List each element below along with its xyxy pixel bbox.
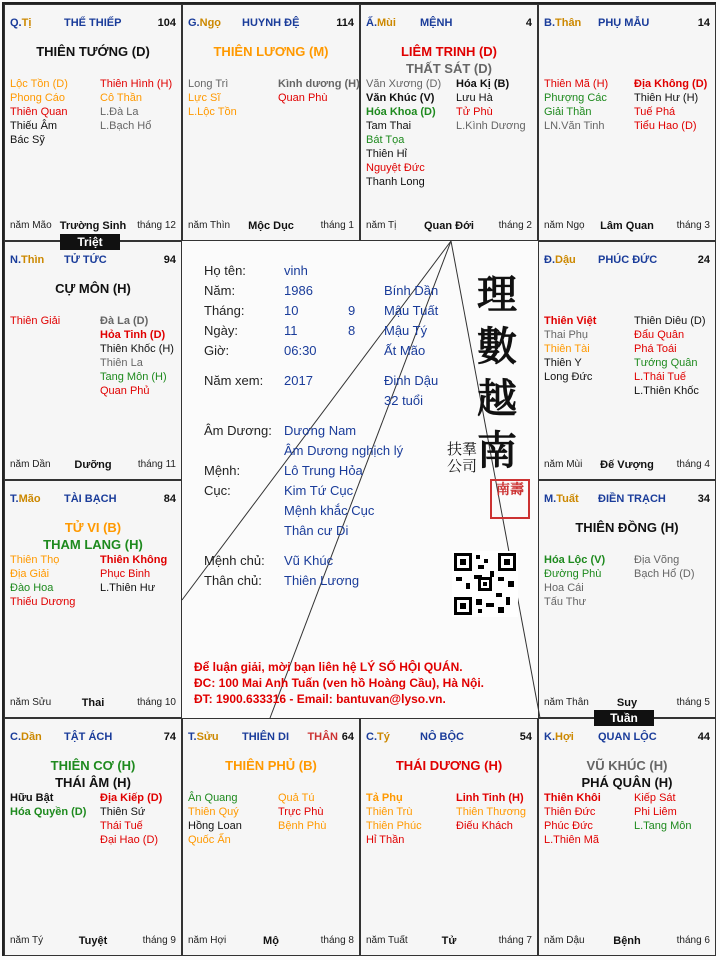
- name-value: vinh: [284, 263, 308, 278]
- main-star: THAM LANG (H): [43, 537, 143, 552]
- palace-month: tháng 6: [676, 935, 710, 946]
- palace-can: N.: [10, 254, 21, 266]
- palace-stage: Mộc Dục: [248, 220, 294, 232]
- palace-stage: Dưỡng: [74, 459, 112, 471]
- minor-star: LN.Văn Tinh: [544, 120, 605, 132]
- palace-chi: Sửu: [196, 731, 219, 743]
- minor-star: Thiếu Dương: [10, 596, 76, 608]
- palace-can: G.: [188, 17, 200, 29]
- palace-month: tháng 12: [137, 220, 176, 231]
- cuc-note: Mệnh khắc Cục: [284, 503, 375, 518]
- minor-star: Địa Không (D): [634, 78, 708, 90]
- minor-star: L.Thái Tuế: [634, 371, 686, 383]
- palace-can: M.: [544, 493, 557, 505]
- minor-star: Địa Giải: [10, 568, 50, 580]
- palace-age: 64: [341, 731, 354, 743]
- main-star: THIÊN TƯỚNG (D): [36, 44, 150, 59]
- minor-star: Bạch Hổ (D): [634, 568, 695, 580]
- year-label: Năm:: [204, 283, 236, 298]
- palace-age: 54: [519, 731, 532, 743]
- main-star: PHÁ QUÂN (H): [581, 775, 673, 790]
- palace-can: B.: [544, 17, 555, 29]
- palace-year: năm Ngọ: [544, 220, 585, 231]
- palace-age: 114: [336, 17, 354, 29]
- year-canchi: Bính Dần: [384, 283, 439, 298]
- palace-year: năm Thân: [544, 697, 589, 708]
- view-year-label: Năm xem:: [204, 373, 264, 388]
- palace-house: TÀI BẠCH: [64, 493, 117, 505]
- minor-star: Hóa Lộc (V): [544, 554, 606, 566]
- main-star: THIÊN ĐỒNG (H): [575, 520, 679, 535]
- contact-line-1: Để luận giải, mời bạn liên hệ LÝ SỐ HỘI QUÁN.: [194, 660, 463, 674]
- calligraphy-main: 理數越南: [477, 271, 517, 474]
- minor-star: Đại Hao (D): [100, 834, 159, 846]
- palace-year: năm Mão: [10, 220, 52, 231]
- minor-star: Địa Võng: [634, 554, 680, 566]
- palace-year: năm Sửu: [10, 697, 52, 708]
- palace-can: C.: [366, 731, 377, 743]
- minor-star: Hỉ Thần: [366, 834, 405, 846]
- hour-value: 06:30: [284, 343, 317, 358]
- minor-star: Tấu Thư: [544, 596, 587, 608]
- palace-stage: Đế Vượng: [600, 459, 654, 471]
- minor-star: L.Kình Dương: [456, 120, 526, 132]
- main-star: CỰ MÔN (H): [55, 281, 131, 296]
- minor-star: Tang Môn (H): [100, 371, 167, 383]
- minor-star: Quan Phù: [278, 92, 328, 104]
- palace-chi: Mão: [18, 493, 41, 505]
- minor-star: Thiên Thọ: [10, 554, 60, 566]
- minor-star: L.Bạch Hổ: [100, 120, 152, 132]
- minor-star: Phượng Các: [544, 92, 607, 104]
- main-star: LIÊM TRINH (D): [400, 44, 498, 59]
- palace-stage: Thai: [81, 697, 105, 709]
- month-canchi: Mậu Tuất: [384, 303, 439, 318]
- minor-star: Thiên Khôi: [544, 792, 601, 804]
- palace-house: QUAN LỘC: [598, 731, 657, 743]
- minor-star: Quốc Ấn: [188, 834, 231, 846]
- palace-age: 84: [163, 493, 176, 505]
- age-value: 32 tuổi: [384, 393, 424, 408]
- minor-star: Lưu Hà: [456, 92, 493, 104]
- menhchu-value: Vũ Khúc: [284, 553, 334, 568]
- main-star: THIÊN LƯƠNG (M): [213, 44, 329, 59]
- minor-star: Cô Thần: [100, 92, 142, 104]
- minor-star: Địa Kiếp (D): [100, 792, 163, 804]
- minor-star: L.Thiên Mã: [544, 834, 600, 846]
- palace-year: năm Hợi: [188, 935, 227, 946]
- minor-star: L.Đà La: [100, 106, 139, 118]
- center-info: [182, 241, 538, 718]
- palace-age: 4: [525, 17, 532, 29]
- name-label: Họ tên:: [204, 263, 246, 278]
- minor-star: Hữu Bật: [10, 792, 54, 804]
- minor-star: Nguyệt Đức: [366, 162, 425, 174]
- palace-can: K.: [544, 731, 555, 743]
- day-lunar: 8: [348, 323, 356, 338]
- main-star: THẤT SÁT (D): [406, 61, 492, 76]
- minor-star: Giải Thần: [544, 106, 592, 118]
- minor-star: Đẩu Quân: [634, 329, 685, 341]
- minor-star: Thiên Quý: [188, 806, 239, 818]
- palace-year: năm Tuất: [366, 935, 408, 946]
- minor-star: Lực Sĩ: [188, 92, 221, 104]
- minor-star: Tuế Phá: [634, 106, 676, 118]
- minor-star: Tả Phụ: [366, 792, 403, 804]
- contact-info: [194, 659, 484, 707]
- palace-month: tháng 8: [320, 935, 354, 946]
- minor-star: Hóa Quyền (D): [10, 806, 87, 818]
- palace-chi: Tị: [21, 17, 32, 29]
- minor-star: Hồng Loan: [188, 820, 242, 832]
- palace-stage: Lâm Quan: [600, 220, 654, 232]
- minor-star: Hóa Kị (B): [456, 78, 510, 90]
- day-label: Ngày:: [204, 323, 238, 338]
- year-value: 1986: [284, 283, 313, 298]
- palace-year: năm Tý: [10, 935, 44, 946]
- calligraphy-small: 扶羣公司: [447, 440, 478, 475]
- palace-stage: Tuyệt: [78, 935, 108, 947]
- palace-house: MỆNH: [420, 17, 453, 29]
- minor-star: Thiên Giải: [10, 315, 61, 327]
- minor-star: Long Đức: [544, 371, 593, 383]
- minor-star: Thiên La: [100, 357, 143, 369]
- palace-house: THIÊN DI: [242, 731, 290, 743]
- palace-month: tháng 1: [320, 220, 354, 231]
- palace-stage: Tử: [441, 935, 457, 947]
- minor-star: Thiên Hỉ: [366, 148, 407, 160]
- palace-can: Q.: [10, 17, 22, 29]
- minor-star: Phúc Đức: [544, 820, 593, 832]
- main-star: THÁI DƯƠNG (H): [395, 758, 503, 773]
- triet-tag: Triệt: [60, 234, 120, 250]
- minor-star: Bát Tọa: [366, 134, 405, 146]
- palace-month: tháng 7: [498, 935, 532, 946]
- palace-age: 44: [697, 731, 710, 743]
- palace-stage: Trường Sinh: [59, 220, 127, 232]
- menhchu-label: Mệnh chủ:: [204, 553, 265, 568]
- palace-age: 74: [163, 731, 176, 743]
- palace-chi: Hợi: [555, 731, 574, 743]
- minor-star: Tử Phù: [456, 106, 493, 118]
- minor-star: Điếu Khách: [456, 820, 513, 832]
- view-year-canchi: Đinh Dậu: [384, 373, 439, 388]
- minor-star: Thiên Diêu (D): [634, 315, 706, 327]
- minor-star: L.Thiên Khốc: [634, 385, 699, 397]
- main-star: THÁI ÂM (H): [55, 775, 131, 790]
- amduong-note: Âm Dương nghịch lý: [284, 443, 404, 458]
- minor-star: Thiên Trù: [366, 806, 413, 818]
- minor-star: Quả Tú: [278, 792, 315, 804]
- minor-star: Thiên Hư (H): [634, 92, 699, 104]
- palace-can: C.: [10, 731, 21, 743]
- palace-stage: Suy: [616, 697, 638, 709]
- palace-year: năm Tị: [366, 220, 397, 231]
- menh-value: Lô Trung Hỏa: [284, 463, 363, 478]
- minor-star: Long Trì: [188, 78, 229, 90]
- minor-star: Quan Phủ: [100, 385, 150, 397]
- palace-house: ĐIỀN TRẠCH: [598, 493, 666, 505]
- amduong-label: Âm Dương:: [204, 423, 272, 438]
- minor-star: Tướng Quân: [634, 357, 698, 369]
- minor-star: Đào Hoa: [10, 582, 54, 594]
- palace-can: Đ.: [544, 254, 555, 266]
- palace-than-marker: THÂN: [307, 731, 338, 743]
- palace-can: Ấ.: [366, 17, 377, 29]
- minor-star: Văn Khúc (V): [366, 92, 435, 104]
- minor-star: Thiên Quan: [10, 106, 68, 118]
- cuc-label: Cục:: [204, 483, 231, 498]
- palace-house: PHÚC ĐỨC: [598, 254, 658, 266]
- main-star: TỬ VI (B): [64, 520, 122, 535]
- palace-house: TỬ TỨC: [64, 254, 107, 266]
- main-star: THIÊN CƠ (H): [50, 758, 136, 773]
- cuc-value: Kim Tứ Cục: [284, 483, 354, 498]
- thanchu-value: Thiên Lương: [284, 573, 360, 588]
- palace-can: T.: [10, 493, 19, 505]
- minor-star: Thiếu Âm: [10, 120, 58, 132]
- minor-star: Thiên Phúc: [366, 820, 422, 832]
- minor-star: Kình dương (H): [278, 78, 360, 90]
- palace-age: 104: [157, 17, 176, 29]
- palace-can: T.: [188, 731, 197, 743]
- palace-stage: Quan Đới: [424, 220, 474, 232]
- minor-star: Thiên Không: [100, 554, 168, 566]
- minor-star: L.Thiên Hư: [100, 582, 156, 594]
- minor-star: L.Tang Môn: [634, 820, 692, 832]
- minor-star: Văn Xương (D): [366, 78, 442, 90]
- palace-chi: Tuất: [556, 493, 579, 505]
- palace-age: 24: [697, 254, 710, 266]
- palace-house: THỂ THIẾP: [64, 17, 122, 29]
- minor-star: Hoa Cái: [544, 582, 584, 594]
- palace-year: năm Thìn: [188, 220, 231, 231]
- minor-star: Phong Cáo: [10, 92, 66, 104]
- palace-chi: Ngọ: [199, 17, 222, 29]
- palace-house: NÔ BỘC: [420, 731, 464, 743]
- minor-star: Thiên Mã (H): [544, 78, 609, 90]
- palace-chi: Dậu: [555, 254, 576, 266]
- palace-month: tháng 5: [676, 697, 710, 708]
- palace-chi: Thân: [555, 17, 582, 29]
- palace-age: 14: [697, 17, 710, 29]
- contact-phone-email[interactable]: ĐT: 1900.633316 - Email: bantuvan@lyso.vn.: [194, 692, 446, 706]
- palace-house: HUYNH ĐỆ: [242, 17, 300, 29]
- qr-code-icon: [452, 551, 518, 617]
- minor-star: Thái Tuế: [100, 820, 143, 832]
- tuan-tag: Tuần: [594, 710, 654, 726]
- palace-month: tháng 2: [498, 220, 532, 231]
- palace-year: năm Mùi: [544, 459, 583, 470]
- palace-month: tháng 10: [137, 697, 176, 708]
- minor-star: L.Lộc Tồn: [188, 106, 237, 118]
- view-year-value: 2017: [284, 373, 313, 388]
- main-star: THIÊN PHỦ (B): [225, 758, 317, 773]
- palace-age: 34: [697, 493, 710, 505]
- minor-star: Phục Binh: [100, 568, 151, 580]
- month-lunar: 9: [348, 303, 356, 318]
- minor-star: Trực Phù: [278, 806, 324, 818]
- day-value: 11: [284, 323, 298, 338]
- minor-star: Bệnh Phù: [278, 820, 327, 832]
- palace-month: tháng 11: [137, 459, 176, 470]
- thanchu-label: Thân chủ:: [204, 573, 262, 588]
- palace-chi: Thìn: [21, 254, 45, 266]
- palace-year: năm Dần: [10, 459, 51, 470]
- minor-star: Bác Sỹ: [10, 134, 45, 146]
- minor-star: Linh Tinh (H): [456, 792, 524, 804]
- palace-year: năm Dậu: [544, 935, 585, 946]
- minor-star: Thiên Đức: [544, 806, 596, 818]
- minor-star: Thiên Y: [544, 357, 582, 369]
- month-label: Tháng:: [204, 303, 245, 318]
- palace-age: 94: [163, 254, 176, 266]
- minor-star: Thiên Việt: [544, 315, 597, 327]
- palace-house: TẬT ÁCH: [64, 731, 113, 743]
- palace-chi: Mùi: [377, 17, 396, 29]
- minor-star: Thanh Long: [366, 176, 425, 188]
- minor-star: Kiếp Sát: [634, 792, 676, 804]
- hour-label: Giờ:: [204, 343, 230, 358]
- minor-star: Đà La (D): [100, 315, 149, 327]
- minor-star: Thiên Thương: [456, 806, 527, 818]
- hour-canchi: Ất Mão: [384, 343, 426, 358]
- minor-star: Thai Phụ: [544, 329, 589, 341]
- palace-house: PHỤ MẪU: [598, 17, 650, 29]
- menh-label: Mệnh:: [204, 463, 241, 478]
- minor-star: Thiên Hình (H): [100, 78, 173, 90]
- minor-star: Tam Thai: [366, 120, 412, 132]
- palace-chi: Dần: [21, 731, 42, 743]
- red-seal: 南壽: [490, 479, 530, 519]
- minor-star: Lộc Tồn (D): [10, 78, 68, 90]
- minor-star: Thiên Tài: [544, 343, 590, 355]
- minor-star: Phá Toái: [634, 343, 677, 355]
- month-value: 10: [284, 303, 299, 318]
- minor-star: Tiểu Hao (D): [634, 120, 697, 132]
- minor-star: Hóa Khoa (D): [366, 106, 436, 118]
- palace-chi: Tý: [377, 731, 390, 743]
- contact-address: ĐC: 100 Mai Anh Tuấn (ven hồ Hoàng Cầu), Hà Nội.: [194, 676, 485, 690]
- palace-month: tháng 9: [142, 935, 176, 946]
- day-canchi: Mậu Tý: [384, 323, 428, 338]
- minor-star: Thiên Khốc (H): [100, 343, 174, 355]
- minor-star: Thiên Sứ: [100, 806, 146, 818]
- amduong-value: Dương Nam: [284, 423, 357, 438]
- minor-star: Phi Liêm: [634, 806, 677, 818]
- minor-star: Hỏa Tinh (D): [100, 329, 166, 341]
- main-star: VŨ KHÚC (H): [586, 758, 668, 773]
- than-cu: Thân cư Di: [284, 523, 349, 538]
- palace-month: tháng 4: [676, 459, 710, 470]
- minor-star: Đường Phù: [544, 568, 602, 580]
- palace-month: tháng 3: [676, 220, 710, 231]
- palace-stage: Mộ: [263, 935, 279, 947]
- palace-stage: Bệnh: [613, 935, 641, 947]
- minor-star: Ân Quang: [188, 792, 238, 804]
